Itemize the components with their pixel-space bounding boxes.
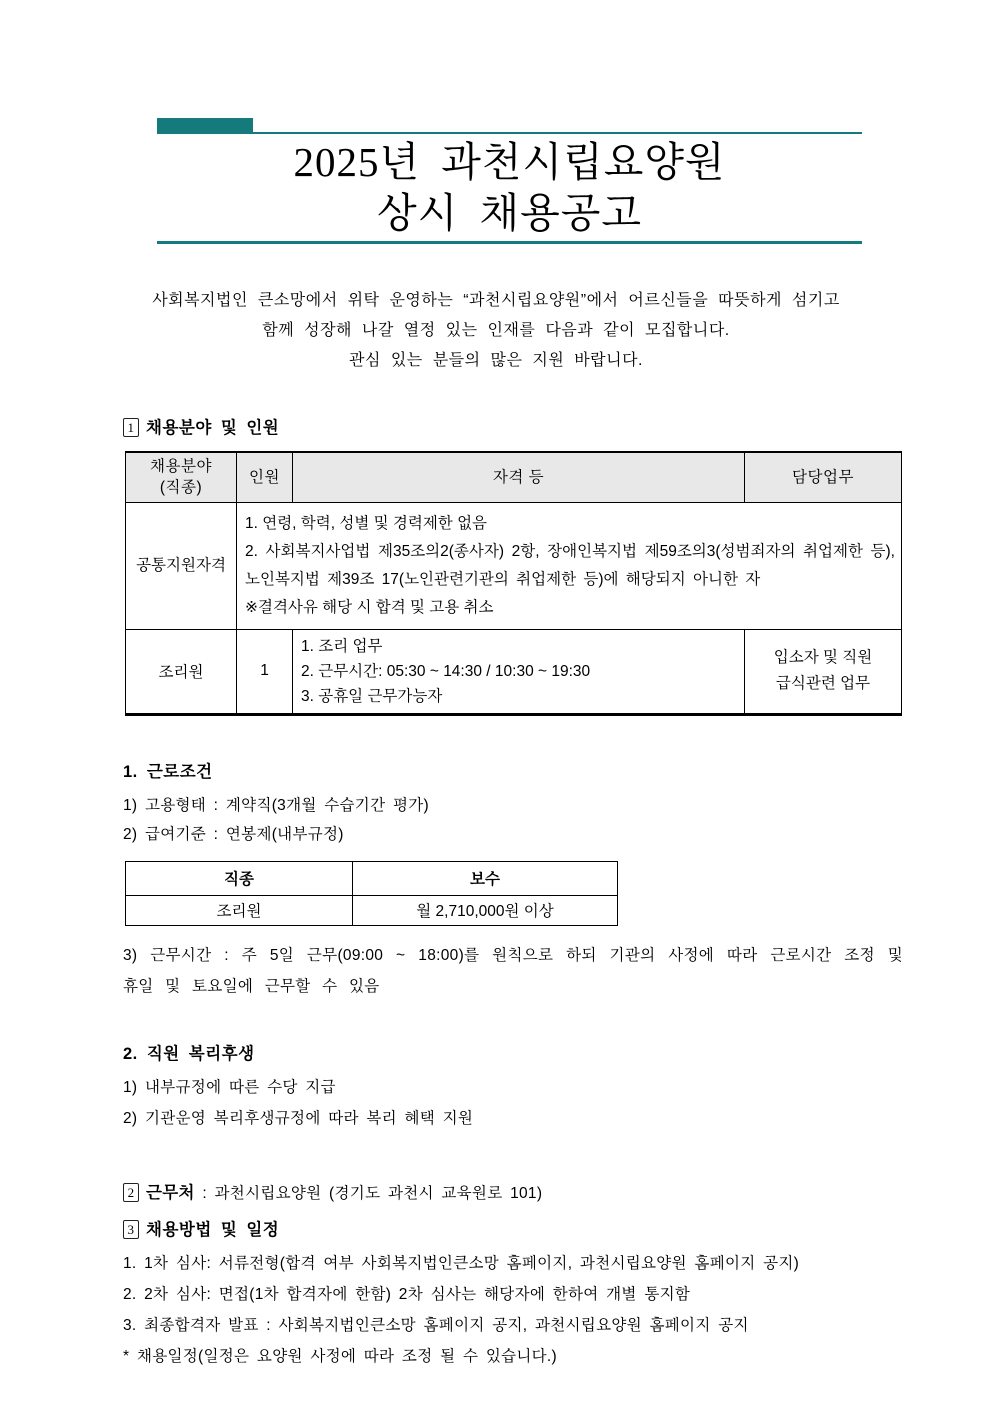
pay-amount-cell: 월 2,710,000원 이상	[353, 895, 618, 925]
intro-line2: 함께 성장해 나갈 열정 있는 인재를 다음과 같이 모집합니다.	[262, 322, 730, 339]
intro-paragraph	[101, 286, 891, 376]
accent-bar	[157, 118, 253, 132]
cook-qual-line2: 2. 근무시간: 05:30 ~ 14:30 / 10:30 ~ 19:30	[301, 662, 591, 680]
recruit-cook-row	[126, 629, 902, 714]
cook-qual-line3: 3. 공휴일 근무가능자	[301, 687, 443, 705]
pay-table-data-row	[126, 895, 618, 925]
recruit-col-duty: 담당업무	[745, 452, 902, 502]
recruit-col-headcount: 인원	[237, 452, 293, 502]
cook-duty-cell	[745, 629, 902, 714]
recruit-col-field-line1: 채용분야	[150, 458, 212, 476]
conditions-item1: 1) 고용형태 : 계약직(3개월 수습기간 평가)	[123, 796, 429, 814]
page-title-line2: 상시 채용공고	[377, 190, 642, 236]
cook-duty-line1: 입소자 및 직원	[773, 649, 873, 666]
section-conditions-heading: 1. 근로조건	[123, 762, 213, 781]
pay-table-header-row	[126, 861, 618, 895]
recruit-table-header-row	[126, 452, 902, 502]
section-welfare-heading: 2. 직원 복리후생	[123, 1044, 255, 1063]
recruit-col-field	[126, 452, 237, 502]
section-recruit-heading-label: 채용분야 및 인원	[146, 419, 280, 437]
workplace-label: 근무처	[146, 1183, 195, 1202]
cook-field-cell: 조리원	[126, 629, 237, 714]
section-number-1: 1	[123, 418, 139, 437]
section-number-2: 2	[123, 1183, 139, 1202]
section-method-heading-label: 채용방법 및 일정	[146, 1220, 280, 1239]
workplace-detail: : 과천시립요양원 (경기도 과천시 교육원로 101)	[194, 1184, 543, 1202]
common-field-cell	[126, 502, 237, 629]
method-item3: 3. 최종합격자 발표 : 사회복지법인큰소망 홈페이지 공지, 과천시립요양원 홈페이지 공지	[123, 1316, 749, 1334]
method-item1: 1. 1차 심사: 서류전형(합격 여부 사회복지법인큰소망 홈페이지, 과천시립요양원 홈페이지 공지)	[123, 1254, 800, 1272]
section-method-heading	[123, 1216, 903, 1240]
section-workplace-line	[123, 1179, 903, 1208]
conditions-item2: 2) 급여기준 : 연봉제(내부규정)	[123, 825, 344, 843]
common-qual-line3: ※결격사유 해당 시 합격 및 고용 취소	[245, 598, 494, 616]
conditions-item3: 3) 근무시간 : 주 5일 근무(09:00 ~ 18:00)를 원칙으로 하되 기관의 사정에 따라 근로시간 조정 및 휴일 및 토요일에 근무할 수 있음	[123, 946, 903, 995]
common-qual-line2: 2. 사회복지사업법 제35조의2(종사자) 2항, 장애인복지법 제59조의3(성범죄자의 취업제한 등), 노인복지법 제39조 17(노인관련기관의 취업제한 등)에 해당되지 아니한 자	[245, 542, 895, 588]
intro-line3: 관심 있는 분들의 많은 지원 바랍니다.	[348, 352, 643, 369]
pay-job-cell: 조리원	[126, 895, 353, 925]
method-item4: * 채용일정(일정은 요양원 사정에 따라 조정 될 수 있습니다.)	[123, 1347, 557, 1365]
recruit-col-qualification: 자격 등	[293, 452, 745, 502]
cook-headcount-cell: 1	[237, 629, 293, 714]
recruit-col-field-line2: (직종)	[159, 479, 203, 497]
method-item2: 2. 2차 심사: 면접(1차 합격자에 한함) 2차 심사는 해당자에 한하여 개별 통지함	[123, 1285, 691, 1303]
pay-table	[125, 861, 618, 926]
section-number-3: 3	[123, 1220, 139, 1239]
welfare-item2: 2) 기관운영 복리후생규정에 따라 복리 혜택 지원	[123, 1109, 474, 1127]
top-rule	[157, 118, 862, 134]
cook-duty-line2: 급식관련 업무	[775, 675, 871, 692]
recruit-common-row	[126, 502, 902, 629]
common-qual-line1: 1. 연령, 학력, 성별 및 경력제한 없음	[245, 514, 488, 532]
intro-line1: 사회복지법인 큰소망에서 위탁 운영하는 “과천시립요양원”에서 어르신들을 따뜻하게 섬기고	[152, 292, 840, 309]
title-underline	[157, 241, 862, 244]
cook-qual-line1: 1. 조리 업무	[301, 637, 383, 655]
common-field-label: 공통지원자격	[136, 556, 226, 574]
page-title-line1: 2025년 과천시립요양원	[293, 139, 726, 185]
pay-col-job: 직종	[126, 861, 353, 895]
section-recruit-heading	[123, 414, 903, 438]
cook-qualification-cell	[293, 629, 745, 714]
recruit-table	[125, 451, 902, 716]
welfare-item1: 1) 내부규정에 따른 수당 지급	[123, 1078, 336, 1096]
pay-col-pay: 보수	[353, 861, 618, 895]
page-title	[157, 134, 862, 239]
common-qualification-cell	[237, 502, 902, 629]
